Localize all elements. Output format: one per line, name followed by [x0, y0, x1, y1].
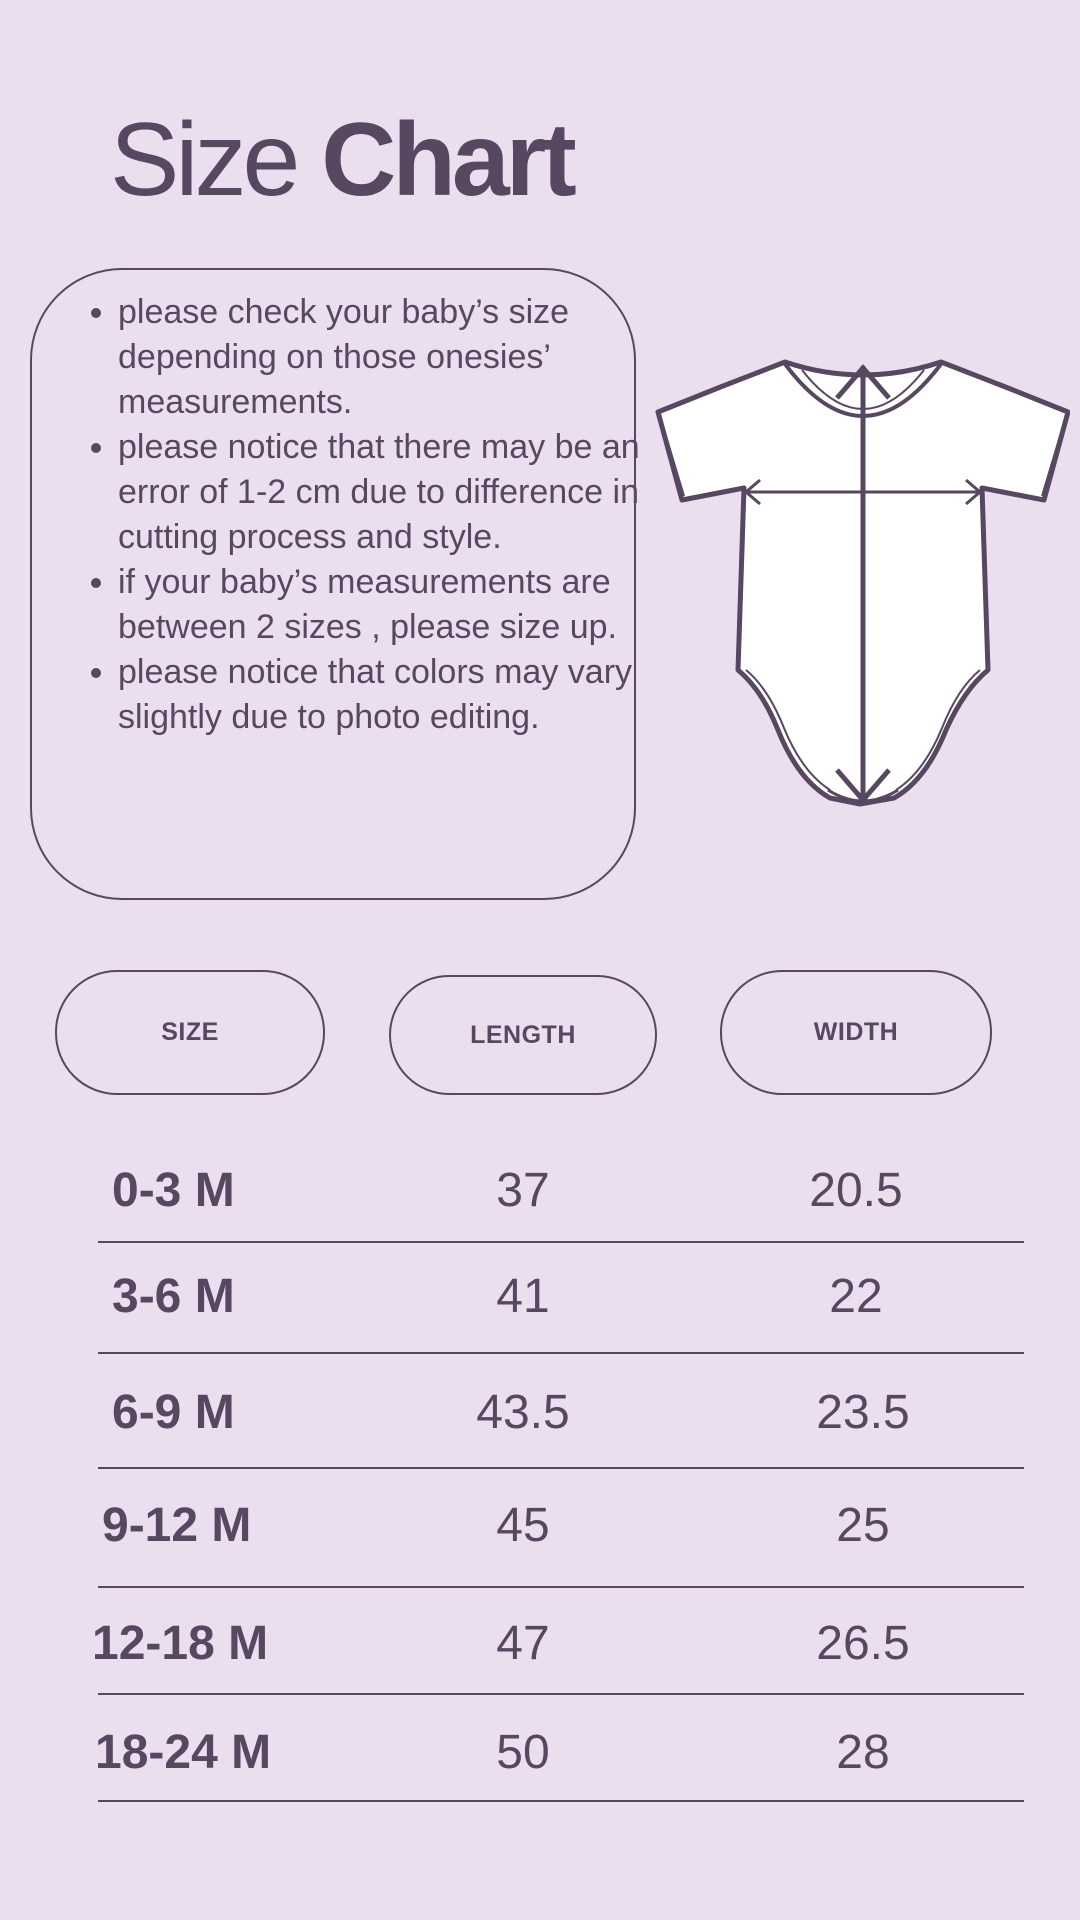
width-cell: 23.5 [816, 1386, 910, 1439]
row-divider [98, 1352, 1024, 1354]
notes-list [88, 290, 658, 740]
length-cell: 37 [496, 1164, 550, 1217]
length-cell: 50 [496, 1726, 550, 1779]
onesie-measurement-icon [650, 350, 1070, 820]
row-divider [98, 1693, 1024, 1695]
width-cell: 22 [829, 1270, 883, 1323]
width-cell: 25 [836, 1499, 890, 1552]
width-cell: 28 [836, 1726, 890, 1779]
table-row [0, 1723, 1080, 1783]
row-divider [98, 1467, 1024, 1469]
page-title [110, 102, 573, 218]
width-header: WIDTH [720, 970, 992, 1095]
note-item: • please notice that colors may vary slightly due to photo editing. [118, 650, 658, 740]
width-cell: 26.5 [816, 1617, 910, 1670]
size-cell: 3-6 M [112, 1270, 235, 1323]
size-cell: 6-9 M [112, 1386, 235, 1439]
table-row [0, 1383, 1080, 1443]
size-cell: 12-18 M [92, 1617, 269, 1670]
length-header: LENGTH [389, 975, 657, 1095]
title-light-word: Size [110, 102, 297, 218]
note-item: • please notice that there may be an error of 1-2 cm due to difference in cutting process and style. [118, 425, 658, 560]
table-row [0, 1496, 1080, 1556]
length-cell: 41 [496, 1270, 550, 1323]
size-cell: 9-12 M [102, 1499, 252, 1552]
row-divider [98, 1586, 1024, 1588]
note-item: • please check your baby’s size depending on those onesies’ measurements. [118, 290, 658, 425]
width-cell: 20.5 [809, 1164, 903, 1217]
length-cell: 47 [496, 1617, 550, 1670]
size-cell: 18-24 M [95, 1726, 272, 1779]
size-cell: 0-3 M [112, 1164, 235, 1217]
size-header: SIZE [55, 970, 325, 1095]
table-row [0, 1614, 1080, 1674]
table-row [0, 1267, 1080, 1327]
length-cell: 45 [496, 1499, 550, 1552]
row-divider [98, 1800, 1024, 1802]
row-divider [98, 1241, 1024, 1243]
title-bold-word: Chart [321, 102, 573, 218]
note-item: • if your baby’s measurements are between 2 sizes , please size up. [118, 560, 658, 650]
table-row [0, 1161, 1080, 1221]
length-cell: 43.5 [476, 1386, 570, 1439]
